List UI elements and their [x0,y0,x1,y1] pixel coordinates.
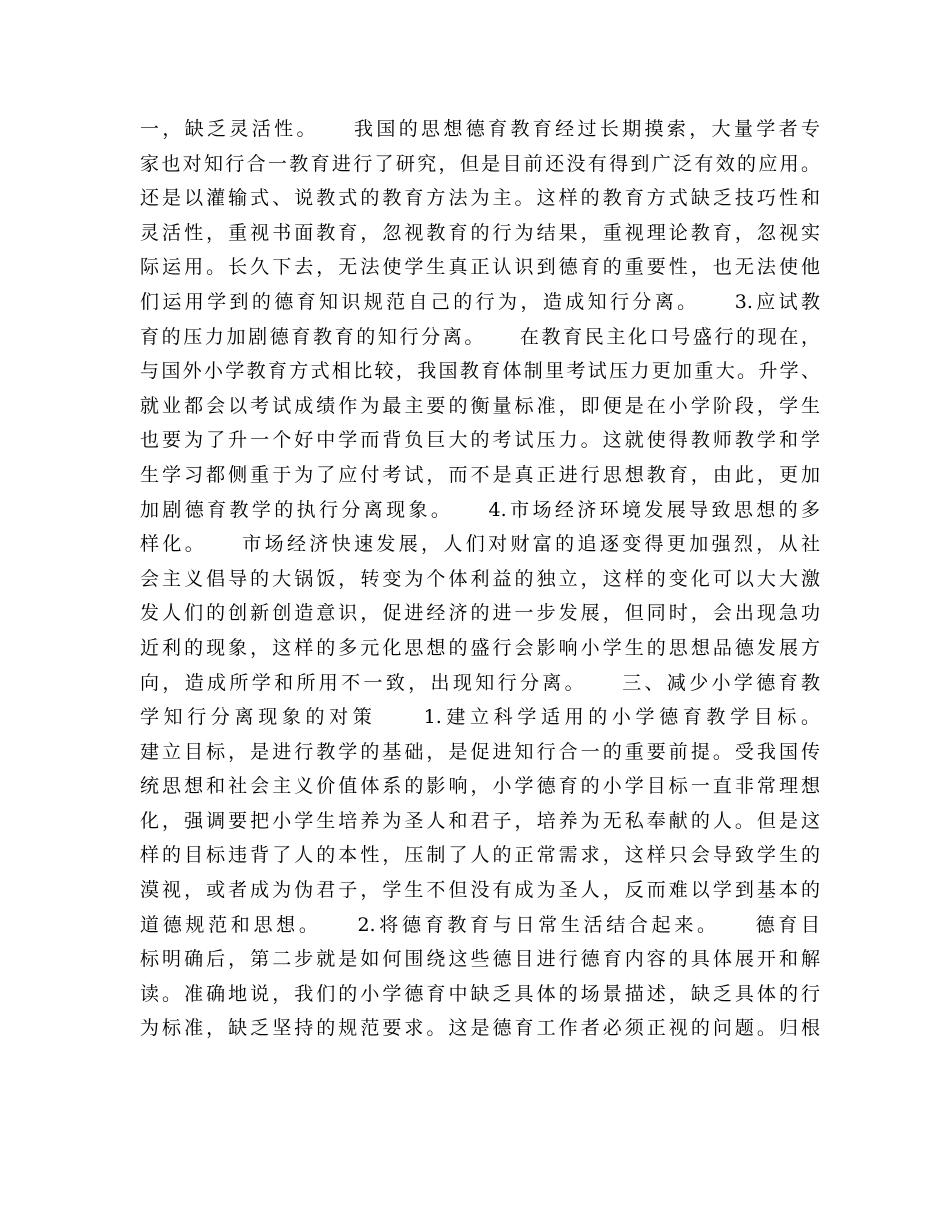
text-line: 建立目标，是进行教学的基础，是促进知行合一的重要前提。受我国传 [140,740,820,763]
text-line: 与国外小学教育方式相比较，我国教育体制里考试压力更加重大。升学、 [140,360,820,383]
text-line: 生学习都侧重于为了应付考试，而不是真正进行思想教育，由此，更加 [140,463,820,486]
text-line: 为标准，缺乏坚持的规范要求。这是德育工作者必须正视的问题。归根 [140,1017,820,1040]
text-line: 会主义倡导的大锅饭，转变为个体利益的独立，这样的变化可以大大激 [140,567,820,590]
text-line: 读。准确地说，我们的小学德育中缺乏具体的场景描述，缺乏具体的行 [140,982,820,1005]
text-line: 漠视，或者成为伪君子，学生不但没有成为圣人，反而难以学到基本的 [140,879,820,902]
text-line: 向，造成所学和所用不一致，出现知行分离。 三、减少小学德育教 [140,671,820,694]
text-line: 道德规范和思想。 2.将德育教育与日常生活结合起来。 德育目 [140,913,820,936]
text-line: 学知行分离现象的对策 1.建立科学适用的小学德育教学目标。 [140,706,820,729]
text-line: 化，强调要把小学生培养为圣人和君子，培养为无私奉献的人。但是这 [140,809,820,832]
text-line: 还是以灌输式、说教式的教育方法为主。这样的教育方式缺乏技巧性和 [140,187,820,210]
body-text [140,112,820,1046]
text-line: 标明确后，第二步就是如何围绕这些德目进行德育内容的具体展开和解 [140,948,820,971]
text-line: 统思想和社会主义价值体系的影响，小学德育的小学目标一直非常理想 [140,775,820,798]
text-line: 际运用。长久下去，无法使学生真正认识到德育的重要性，也无法使他 [140,256,820,279]
text-line: 就业都会以考试成绩作为最主要的衡量标准，即便是在小学阶段，学生 [140,394,820,417]
text-line: 们运用学到的德育知识规范自己的行为，造成知行分离。 3.应试教 [140,290,820,313]
text-line: 样化。 市场经济快速发展，人们对财富的追逐变得更加强烈，从社 [140,533,820,556]
text-line: 育的压力加剧德育教育的知行分离。 在教育民主化口号盛行的现在， [140,325,820,348]
text-line: 样的目标违背了人的本性，压制了人的正常需求，这样只会导致学生的 [140,844,820,867]
text-line: 灵活性，重视书面教育，忽视教育的行为结果，重视理论教育，忽视实 [140,221,820,244]
text-line: 家也对知行合一教育进行了研究，但是目前还没有得到广泛有效的应用。 [140,152,820,175]
text-line: 发人们的创新创造意识，促进经济的进一步发展，但同时，会出现急功 [140,602,820,625]
text-line: 加剧德育教学的执行分离现象。 4.市场经济环境发展导致思想的多 [140,498,820,521]
text-line: 一，缺乏灵活性。 我国的思想德育教育经过长期摸索，大量学者专 [140,118,820,140]
text-line: 近利的现象，这样的多元化思想的盛行会影响小学生的思想品德发展方 [140,636,820,659]
text-line: 也要为了升一个好中学而背负巨大的考试压力。这就使得教师教学和学 [140,429,820,452]
